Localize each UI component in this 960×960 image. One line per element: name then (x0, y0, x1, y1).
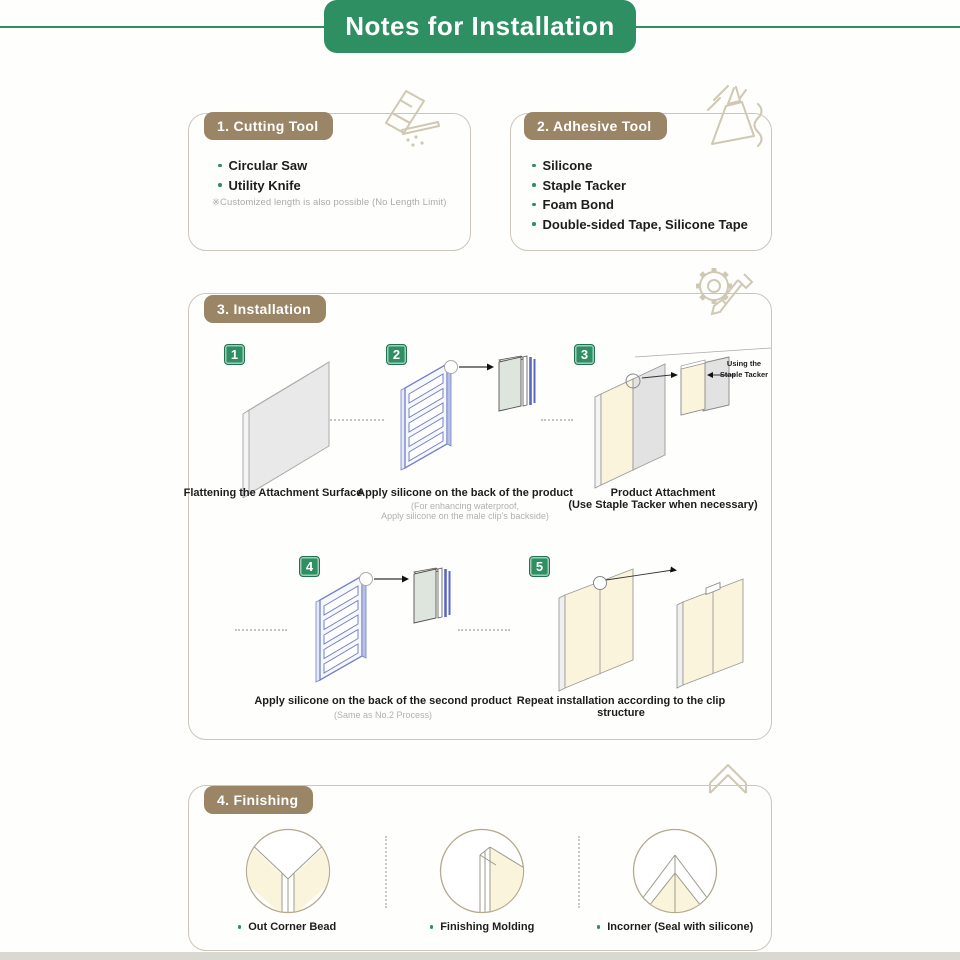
bullet-dot-icon (430, 925, 434, 929)
list-item (218, 178, 468, 193)
list-item-label: Double-sided Tape, Silicone Tape (542, 216, 748, 232)
finishing-caption (197, 921, 377, 933)
adhesive-tool-list (532, 158, 772, 236)
utility-knife-icon (368, 88, 444, 150)
cutting-note: ※Customized length is also possible (No Length Limit) (212, 197, 447, 208)
bullet-dot-icon (238, 925, 242, 929)
section-label-installation: 3. Installation (204, 295, 326, 323)
finishing-caption-label: Incorner (Seal with silicone) (607, 921, 754, 933)
step2-caption: Apply silicone on the back of the product (357, 487, 573, 499)
dotted-separator (330, 419, 384, 421)
dotted-separator (235, 629, 287, 631)
finishing-caption-label: Out Corner Bead (248, 921, 337, 933)
step-number-badge: 2 (386, 344, 407, 365)
step3-caption: Product Attachment (610, 487, 716, 499)
dotted-separator (541, 419, 573, 421)
page-title: Notes for Installation (324, 0, 636, 53)
step4-caption: Apply silicone on the back of the second product (254, 695, 512, 707)
list-item (532, 158, 772, 173)
list-item (218, 158, 468, 173)
step4-subcaption: (Same as No.2 Process) (333, 710, 433, 720)
corner-molding-icon (700, 757, 756, 809)
bullet-dot-icon (532, 183, 536, 187)
step2-silicone-panel-diagram (385, 350, 540, 492)
footer-band (0, 952, 960, 960)
step-number-badge: 1 (224, 344, 245, 365)
step1-caption: Flattening the Attachment Surface (183, 487, 363, 499)
step5-caption: Repeat installation according to the clip structure (516, 695, 726, 719)
annotation-line2: Staple Tacker (719, 369, 769, 379)
dotted-divider (385, 836, 387, 908)
finishing-caption (560, 921, 790, 933)
list-item-label: Foam Bond (542, 197, 614, 212)
bullet-dot-icon (532, 164, 536, 168)
list-item (532, 217, 772, 232)
bullet-dot-icon (218, 164, 222, 168)
step4-silicone-panel-diagram (300, 562, 455, 704)
list-item (532, 197, 772, 212)
out-corner-bead-diagram (244, 827, 332, 915)
annotation-line1: Using the (726, 359, 762, 368)
step3-annotation (716, 359, 772, 381)
finishing-caption-label: Finishing Molding (440, 921, 535, 933)
step5-repeat-diagram (545, 562, 745, 702)
list-item-label: Silicone (542, 158, 593, 173)
bullet-dot-icon (597, 925, 601, 929)
step2-subcaption: Apply silicone on the male clip's backside) (381, 511, 549, 521)
bullet-dot-icon (218, 183, 222, 187)
list-item (532, 178, 772, 193)
bullet-dot-icon (532, 203, 536, 207)
step-number-badge: 3 (574, 344, 595, 365)
bullet-dot-icon (532, 222, 536, 226)
section-label-cutting: 1. Cutting Tool (204, 112, 333, 140)
gear-wrench-icon (686, 260, 760, 328)
cutting-tool-list (218, 158, 468, 197)
step-number-badge: 4 (299, 556, 320, 577)
section-label-adhesive: 2. Adhesive Tool (524, 112, 667, 140)
step-number-badge: 5 (529, 556, 550, 577)
incorner-diagram (631, 827, 719, 915)
list-item-label: Utility Knife (228, 177, 301, 193)
step1-flat-panel-diagram (225, 348, 345, 498)
finishing-caption (392, 921, 572, 933)
step3-caption-line2: (Use Staple Tacker when necessary) (568, 499, 758, 511)
dotted-divider (578, 836, 580, 908)
list-item-label: Staple Tacker (542, 177, 627, 193)
dotted-separator (458, 629, 510, 631)
section-label-finishing: 4. Finishing (204, 786, 313, 814)
silicone-tube-icon (694, 84, 770, 158)
list-item-label: Circular Saw (228, 158, 308, 173)
finishing-molding-diagram (438, 827, 526, 915)
step2-subcaption: (For enhancing waterproof, (410, 501, 520, 511)
